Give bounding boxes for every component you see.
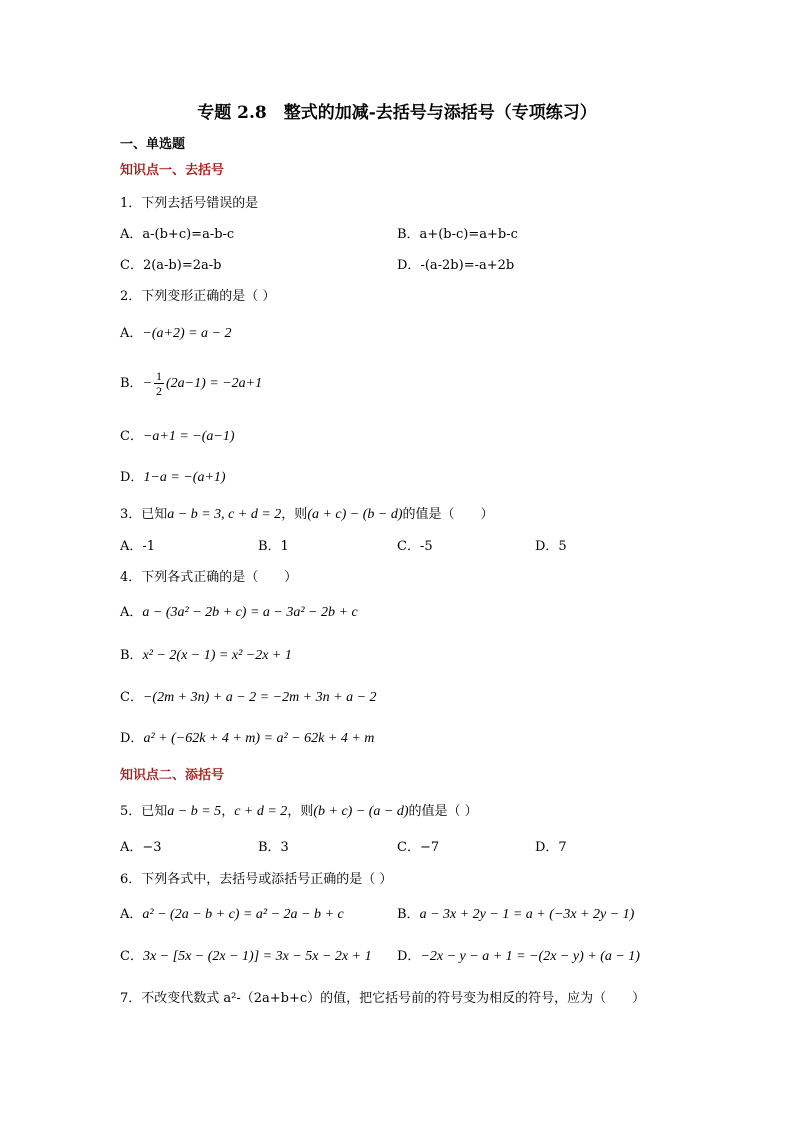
question-3-option-b: B．1 <box>258 539 289 554</box>
stem-text: 5．已知 <box>120 804 168 819</box>
question-3-option-a: A．-1 <box>120 539 156 554</box>
stem-text: 的值是（ ） <box>402 507 494 522</box>
question-6-option-a <box>120 906 344 924</box>
page-title: 专题 2.8 整式的加减-去括号与添括号（专项练习） <box>197 103 597 123</box>
option-formula: −a+1 = −(a−1) <box>142 429 235 444</box>
fraction <box>154 369 164 398</box>
question-4-option-c <box>120 689 377 707</box>
option-label: C． <box>120 949 143 964</box>
option-formula: −2x − y − a + 1 = −(2x − y) + (a − 1) <box>420 949 640 964</box>
question-6-stem: 6．下列各式中，去括号或添括号正确的是（ ） <box>120 872 393 887</box>
option-label: C． <box>120 429 143 444</box>
question-5-option-c: C．−7 <box>397 840 440 855</box>
question-6-option-d <box>397 948 640 966</box>
question-1-option-d: D．-(a-2b)=-a+2b <box>397 258 515 273</box>
stem-text: ， <box>221 804 235 819</box>
option-label: B． <box>397 907 420 922</box>
option-label: D． <box>397 949 421 964</box>
option-formula: a² − (2a − b + c) = a² − 2a − b + c <box>142 907 344 922</box>
question-1-stem: 1．下列去括号错误的是 <box>120 196 259 211</box>
option-formula: −(a+2) = a − 2 <box>142 326 232 341</box>
stem-formula: a − b = 5 <box>167 804 222 819</box>
stem-formula: (a + c) − (b − d) <box>307 507 403 522</box>
question-3-option-d: D．5 <box>535 539 567 554</box>
option-formula: 1−a = −(a+1) <box>143 470 226 485</box>
question-1-option-c: C．2(a-b)=2a-b <box>120 258 222 273</box>
question-5-option-a: A．−3 <box>120 840 162 855</box>
question-2-option-d <box>120 469 226 487</box>
option-label: D． <box>120 470 144 485</box>
stem-text: ，则 <box>281 507 308 522</box>
option-formula: x² − 2(x − 1) = x² −2x + 1 <box>142 648 292 663</box>
option-label: B． <box>120 648 143 663</box>
option-label: D． <box>120 731 144 746</box>
question-4-option-d <box>120 730 374 748</box>
option-label: B． <box>120 376 143 391</box>
question-2-stem: 2．下列变形正确的是（ ） <box>120 289 276 304</box>
question-5-option-b: B．3 <box>258 840 289 855</box>
option-formula: a² + (−62k + 4 + m) = a² − 62k + 4 + m <box>143 731 375 746</box>
stem-text: 3．已知 <box>120 507 168 522</box>
option-label: C． <box>120 690 143 705</box>
question-3-stem <box>120 506 494 524</box>
fraction-numerator: 1 <box>156 369 163 383</box>
stem-text: 的值是（ ） <box>408 804 478 819</box>
option-label: A． <box>120 326 143 341</box>
option-formula-prefix: − <box>142 376 153 391</box>
question-7-stem: 7．不改变代数式 a²-（2a+b+c）的值，把它括号前的符号变为相反的符号，应为（ ） <box>120 991 646 1006</box>
option-label: A． <box>120 907 143 922</box>
fraction-denominator: 2 <box>156 384 163 398</box>
question-5-stem <box>120 803 478 821</box>
question-2-option-c <box>120 428 235 446</box>
question-6-option-b <box>397 906 634 924</box>
option-formula: a − (3a² − 2b + c) = a − 3a² − 2b + c <box>142 605 358 620</box>
option-formula: (2a−1) = −2a+1 <box>166 376 263 391</box>
question-6-option-c <box>120 948 372 966</box>
question-3-option-c: C．-5 <box>397 539 433 554</box>
stem-formula: (b + c) − (a − d) <box>313 804 409 819</box>
option-label: A． <box>120 605 143 620</box>
option-formula: −(2m + 3n) + a − 2 = −2m + 3n + a − 2 <box>142 690 377 705</box>
question-4-option-b <box>120 647 292 665</box>
stem-formula: a − b = 3, c + d = 2 <box>167 507 282 522</box>
question-1-option-a: A．a-(b+c)=a-b-c <box>120 227 235 242</box>
stem-formula: c + d = 2 <box>234 804 288 819</box>
question-4-option-a <box>120 604 358 622</box>
knowledge-point-heading: 知识点二、添括号 <box>120 768 225 783</box>
question-4-stem: 4．下列各式正确的是（ ） <box>120 570 298 585</box>
option-formula: 3x − [5x − (2x − 1)] = 3x − 5x − 2x + 1 <box>142 949 372 964</box>
stem-text: ，则 <box>287 804 314 819</box>
option-formula: a − 3x + 2y − 1 = a + (−3x + 2y − 1) <box>419 907 635 922</box>
knowledge-point-heading: 知识点一、去括号 <box>120 163 225 178</box>
question-2-option-b <box>120 368 262 400</box>
question-5-option-d: D．7 <box>535 840 567 855</box>
section-heading: 一、单选题 <box>120 137 186 152</box>
question-2-option-a <box>120 325 232 343</box>
question-1-option-b: B．a+(b-c)=a+b-c <box>397 227 518 242</box>
